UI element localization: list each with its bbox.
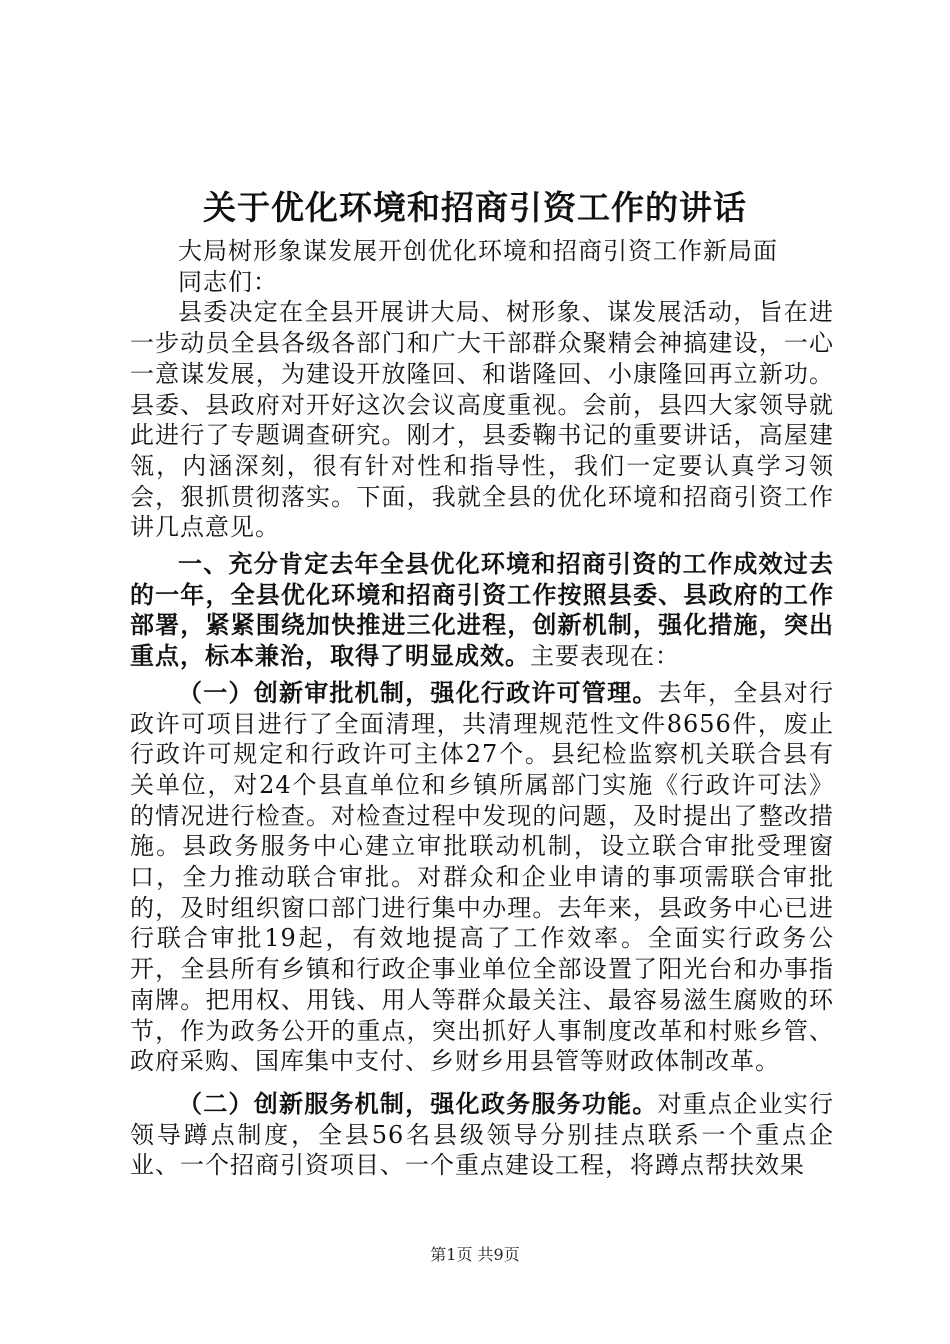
section-1-heading: 一、充分肯定去年全县优化环境和招商引资的工作成效过去的一年，全县优化环境和招商引资工作按照县委、县政府的工作部署，紧紧围绕加快推进三化进程，创新机制，强化措施，突出重点，标本兼治，取得了明显成效。 bbox=[130, 549, 834, 671]
intro-paragraph: 县委决定在全县开展讲大局、树形象、谋发展活动，旨在进一步动员全县各级各部门和广大干部群众聚精会神搞建设，一心一意谋发展，为建设开放隆回、和谐隆回、小康隆回再立新功。县委、县政府对开好这次会议高度重视。会前，县四大家领导就此进行了专题调查研究。刚才，县委鞠书记的重要讲话，高屋建瓴，内涵深刻，很有针对性和指导性，我们一定要认真学习领会，狠抓贯彻落实。下面，我就全县的优化环境和招商引资工作讲几点意见。 bbox=[130, 298, 834, 542]
item-2-paragraph bbox=[130, 1089, 834, 1181]
section-1-tail: 主要表现在： bbox=[530, 642, 680, 671]
salutation: 同志们： bbox=[178, 267, 278, 296]
document-subtitle: 大局树形象谋发展开创优化环境和招商引资工作新局面 bbox=[178, 237, 778, 265]
page-footer: 第1页 共9页 bbox=[430, 1245, 520, 1264]
item-1-heading: （一）创新审批机制，强化行政许可管理。 bbox=[178, 677, 658, 707]
item-1-text: 去年，全县对行政许可项目进行了全面清理，共清理规范性文件8656件，废止行政许可规定和行政许可主体27个。县纪检监察机关联合县有关单位，对24个县直单位和乡镇所属部门实施《行政许可法》的情况进行检查。对检查过程中发现的问题，及时提出了整改措施。县政务服务中心建立审批联动机制，设立联合审批受理窗口，全力推动联合审批。对群众和企业申请的事项需联合审批的，及时组织窗口部门进行集中办理。去年来，县政务中心已进行联合审批19起，有效地提高了工作效率。全面实行政务公开，全县所有乡镇和行政企事业单位全部设置了阳光台和办事指南牌。把用权、用钱、用人等群众最关注、最容易滋生腐败的环节，作为政务公开的重点，突出抓好人事制度改革和村账乡管、政府采购、国库集中支付、乡财乡用县管等财政体制改革。 bbox=[130, 678, 835, 1076]
item-2-text: 对重点企业实行领导蹲点制度，全县56名县级领导分别挂点联系一个重点企业、一个招商引资项目、一个重点建设工程，将蹲点帮扶效果 bbox=[130, 1089, 835, 1180]
document-title: 关于优化环境和招商引资工作的讲话 bbox=[203, 188, 747, 227]
item-1-paragraph bbox=[130, 678, 834, 1077]
section-1-paragraph bbox=[130, 549, 834, 672]
document-body bbox=[130, 236, 834, 1181]
item-2-heading: （二）创新服务机制，强化政务服务功能。 bbox=[178, 1088, 658, 1118]
